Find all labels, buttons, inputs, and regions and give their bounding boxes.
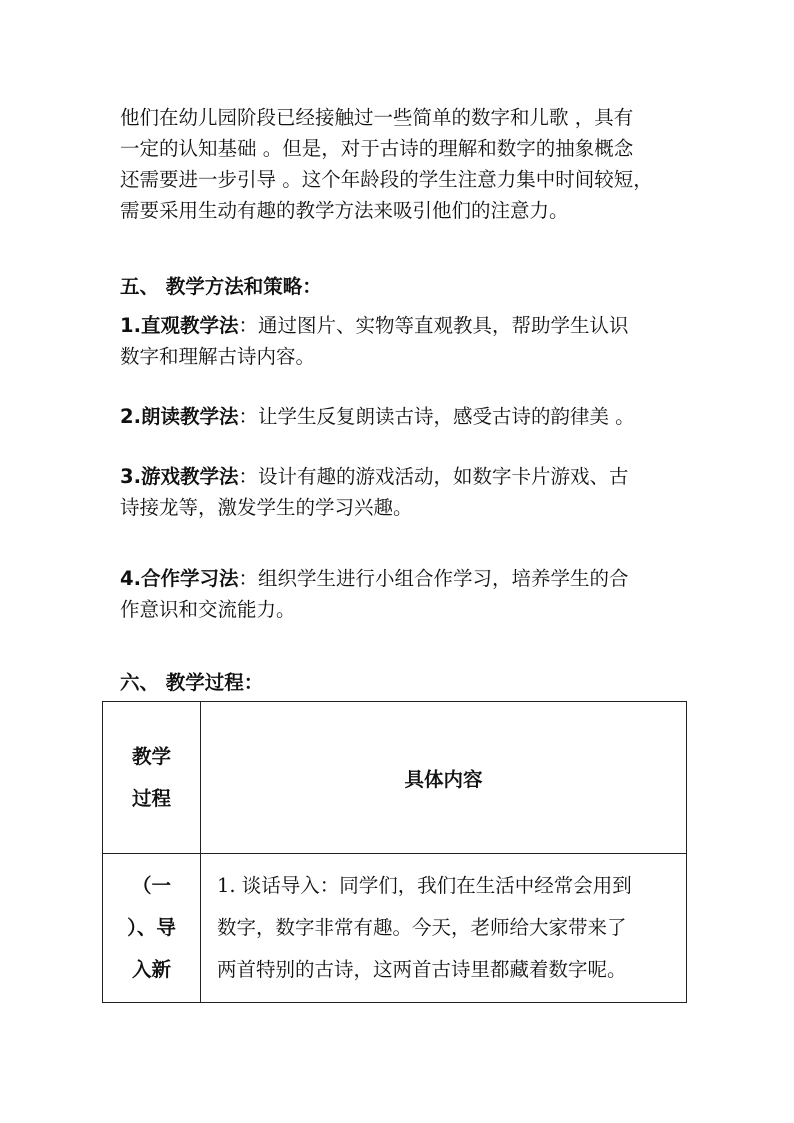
- header-cell-content: 具体内容: [201, 702, 687, 854]
- method-text: 作意识和交流能力。: [120, 598, 296, 621]
- method-item-3: [120, 461, 710, 523]
- method-text: ：让学生反复朗读古诗，感受古诗的韵律美 。: [238, 405, 635, 428]
- method-text: 数字和理解古诗内容。: [120, 345, 316, 368]
- method-item-4: [120, 563, 710, 625]
- method-label: 2.朗读教学法: [120, 405, 239, 428]
- text-line: 还需要进一步引导 。这个年龄段的学生注意力集中时间较短，: [120, 168, 653, 191]
- text-line: 一定的认知基础 。但是，对于古诗的理解和数字的抽象概念: [120, 137, 634, 160]
- intro-paragraph: [120, 102, 710, 226]
- text-line: 需要采用生动有趣的教学方法来吸引他们的注意力。: [120, 199, 569, 222]
- method-label: 3.游戏教学法: [120, 465, 239, 488]
- method-text: 诗接龙等，激发学生的学习兴趣。: [120, 496, 413, 519]
- method-text: ：通过图片、实物等直观教具，帮助学生认识: [238, 314, 629, 337]
- text-line: 他们在幼儿园阶段已经接触过一些简单的数字和儿歌 ，具有: [120, 106, 634, 129]
- method-text: ：设计有趣的游戏活动，如数字卡片游戏、古: [238, 465, 629, 488]
- teaching-process-table: [102, 701, 687, 1003]
- stage-cell: （一 ）、导 入新: [103, 854, 201, 1003]
- method-label: 4.合作学习法: [120, 567, 239, 590]
- table-header-row: [103, 702, 687, 854]
- section-five-heading: 五、 教学方法和策略：: [120, 275, 322, 298]
- header-cell-process: 教学 过程: [103, 702, 201, 854]
- table-row: [103, 854, 687, 1003]
- section-six-heading: 六、 教学过程：: [120, 671, 264, 694]
- method-item-1: [120, 310, 710, 372]
- method-label: 1.直观教学法: [120, 314, 239, 337]
- method-text: ：组织学生进行小组合作学习，培养学生的合: [238, 567, 629, 590]
- method-item-2: [120, 401, 710, 432]
- content-cell: 1. 谈话导入：同学们，我们在生活中经常会用到 数字，数字非常有趣。今天，老师给大家带来了 两首特别的古诗，这两首古诗里都藏着数字呢。: [201, 854, 687, 1003]
